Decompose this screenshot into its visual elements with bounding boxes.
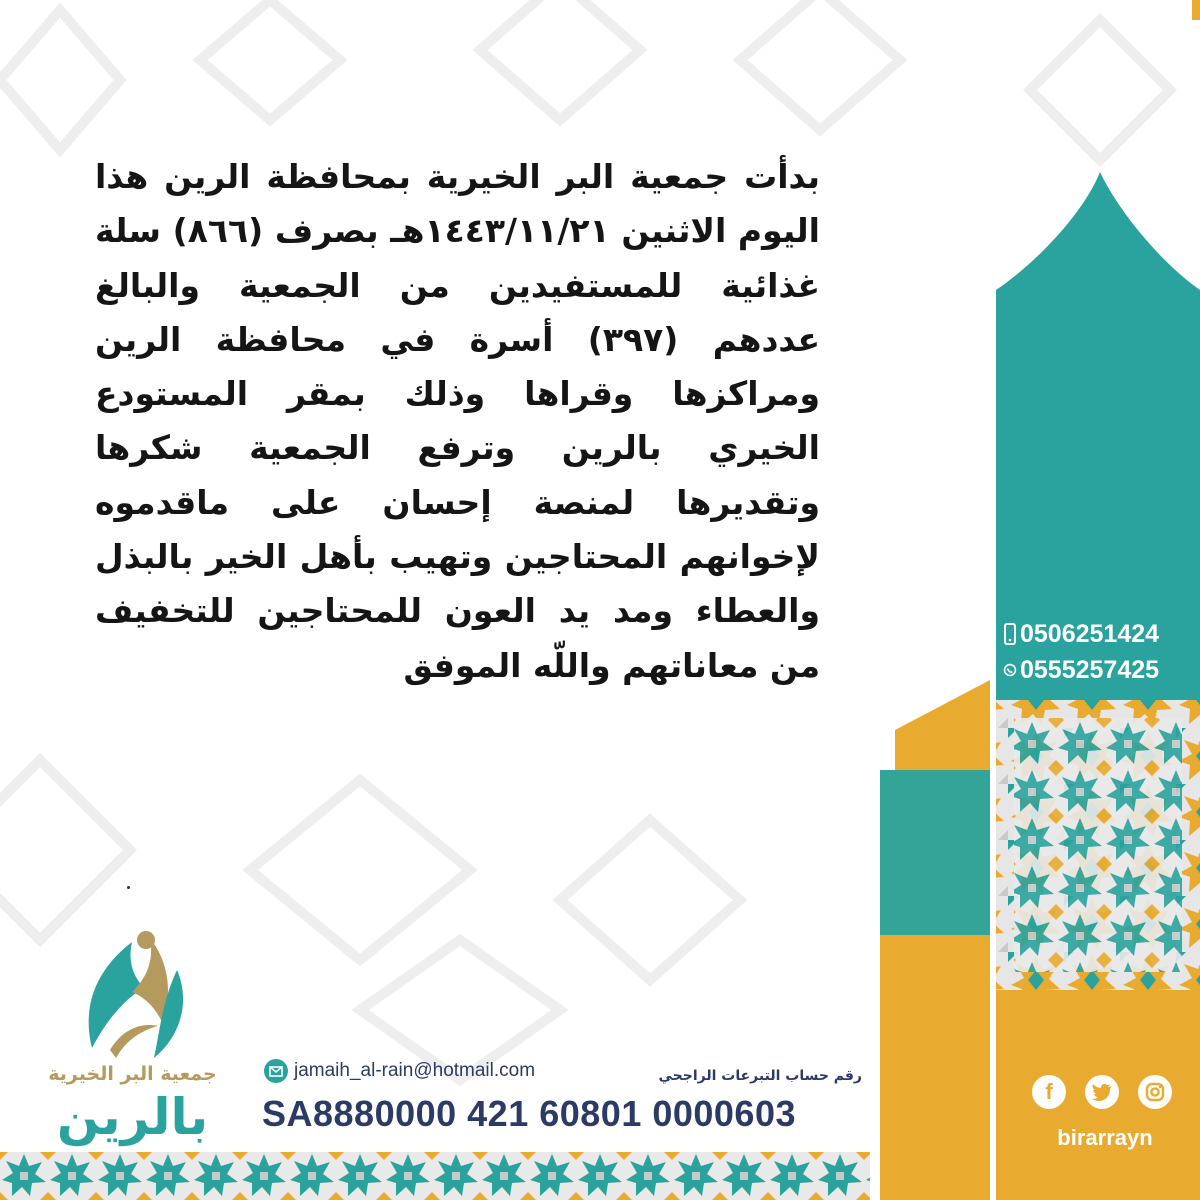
mobile-number[interactable]: 0506251424 — [1020, 619, 1160, 648]
logo-mark — [62, 930, 197, 1065]
facebook-icon[interactable]: f — [1032, 1075, 1066, 1109]
twitter-icon[interactable] — [1085, 1075, 1119, 1109]
whatsapp-icon — [1003, 658, 1017, 682]
bottom-pattern-band — [0, 1152, 870, 1200]
social-handle[interactable]: birarrayn — [1057, 1125, 1153, 1150]
iban-number[interactable]: SA8880000 421 60801 0000603 — [262, 1093, 796, 1134]
social-links — [1032, 1075, 1172, 1111]
announcement-text: بدأت جمعية البر الخيرية بمحافظة الرين هذا اليوم الاثنين ١٤٤٣/١١/٢١هـ بصرف (٨٦٦) سلة غذائية للمستفيدين من الجمعية والبالغ عددهم (٣٩٧) أسرة في محافظة الرين ومراكزها وقراها وذلك بمقر المستودع الخيري بالرين وترفع الجمعية شكرها وتقديرها لمنصة إحسان على ماقدموه لإخوانهم المحتاجين وتهيب بأهل الخير بالبذل والعطاء ومد يد العون للمحتاجين للتخفيف من معاناتهم واللّه الموفق — [95, 157, 821, 685]
logo-subtitle: جمعية البر الخيرية — [48, 1063, 217, 1085]
mobile-number-row — [1003, 618, 1193, 650]
instagram-icon[interactable] — [1138, 1075, 1172, 1109]
logo-name: بالرين — [56, 1088, 209, 1146]
email-row — [264, 1058, 535, 1084]
bank-account-label: رقم حساب التبرعات الراجحي — [658, 1068, 862, 1084]
whatsapp-number-row — [1003, 654, 1193, 686]
phone-icon — [1003, 622, 1017, 646]
email-icon — [264, 1059, 288, 1083]
whatsapp-number[interactable]: 0555257425 — [1020, 655, 1160, 684]
email-address[interactable]: jamaih_al-rain@hotmail.com — [294, 1060, 536, 1081]
